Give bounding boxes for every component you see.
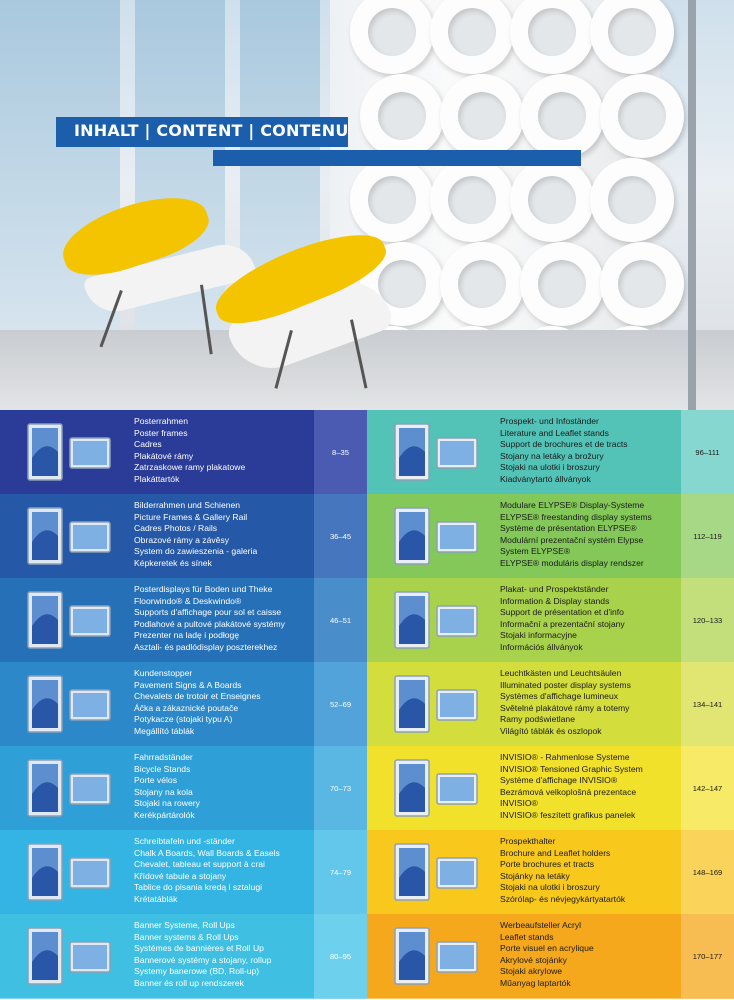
section-title-line: Stojaki informacyjne (500, 630, 577, 641)
section-title-line: Stojaki na ulotki i broszury (500, 882, 600, 893)
wall-ring-decoration (520, 242, 604, 326)
section-title-line: INVISIO® Tensioned Graphic System (500, 763, 643, 774)
section-title-line: Chevalet, tableau et support à crai (134, 859, 265, 870)
section-title-line: Poster frames (134, 427, 188, 438)
invisio-system-icon (385, 754, 485, 822)
section-title-line: Literature and Leaflet stands (500, 427, 609, 438)
banner-icon (18, 922, 118, 990)
elypse-display-icon (385, 502, 485, 570)
wall-ring-decoration (440, 74, 524, 158)
section-title-line: Support de présentation et d'info (500, 607, 624, 618)
section-title-line: Képkeretek és sínek (134, 557, 212, 568)
illuminated-display-icon (385, 670, 485, 738)
section-title-line: INVISIO® - Rahmenlose Systeme (500, 752, 630, 762)
page-range: 170–177 (681, 914, 734, 998)
page-range: 8–35 (314, 410, 367, 494)
section-title-line: Světelné plakátové rámy a totemy (500, 702, 630, 713)
section-title-line: Stojany na kola (134, 786, 193, 797)
page-range: 80–95 (314, 914, 367, 998)
section-title-line: Kiadványtartó állványok (500, 473, 591, 484)
section-titles (500, 752, 643, 822)
section-title-line: Information & Display stands (500, 595, 610, 606)
page-range: 120–133 (681, 578, 734, 662)
section-title-line: Potykacze (stojaki typu A) (134, 714, 233, 725)
section-title-line: Informační a prezentační stojany (500, 618, 625, 629)
section-title-line: Křídové tabule a stojany (134, 870, 227, 881)
wall-ring-decoration (600, 242, 684, 326)
section-title-line: Banner systems & Roll Ups (134, 931, 239, 942)
section-title-line: Fahrradständer (134, 752, 193, 762)
section-titles (500, 584, 625, 654)
wall-ring-decoration (360, 74, 444, 158)
section-title-line: Modulare ELYPSE® Display-Systeme (500, 500, 645, 510)
section-title-line: Schreibtafeln und -ständer (134, 836, 235, 846)
section-titles (134, 584, 285, 654)
poster-frames-icon (18, 418, 118, 486)
content-section[interactable] (367, 830, 734, 915)
section-title-line: Zatrzaskowe ramy plakatowe (134, 462, 246, 473)
section-title-line: Bannerové systémy a stojany, rollup (134, 954, 272, 965)
floor-display-icon (18, 586, 118, 654)
section-titles (134, 416, 245, 486)
section-title-line: Cadres (134, 439, 162, 450)
hero-photo (0, 0, 734, 410)
section-title-line: Systémes de bannières et Roll Up (134, 943, 264, 954)
section-titles (134, 836, 280, 906)
section-titles (500, 500, 652, 570)
section-title-line: Werbeaufsteller Acryl (500, 920, 582, 930)
page-range: 36–45 (314, 494, 367, 578)
section-title-line: Krétatáblák (134, 893, 178, 904)
page-range: 74–79 (314, 830, 367, 914)
section-title-line: Bicycle Stands (134, 763, 191, 774)
pavement-sign-icon (18, 670, 118, 738)
section-title-line: Cadres Photos / Rails (134, 523, 218, 534)
wall-ring-decoration (600, 74, 684, 158)
page-range: 52–69 (314, 662, 367, 746)
section-title-line: Leuchtkästen und Leuchtsäulen (500, 668, 622, 678)
page-title: INHALT | CONTENT | CONTENU (74, 121, 349, 140)
wall-ring-decoration (510, 158, 594, 242)
page-range: 134–141 (681, 662, 734, 746)
section-titles (134, 500, 257, 570)
wall-ring-decoration (350, 0, 434, 74)
section-title-line: Bezrámová velkoplošná prezentace (500, 786, 637, 797)
section-title-line: Stojaki akrylowe (500, 966, 563, 977)
section-title-line: Kundenstopper (134, 668, 193, 678)
section-title-line: ELYPSE® freestanding display systems (500, 511, 652, 522)
content-section[interactable] (0, 662, 367, 747)
section-title-line: System ELYPSE® (500, 546, 571, 557)
section-title-line: Plakátové rámy (134, 450, 194, 461)
section-title-line: System do zawieszenia - galeria (134, 546, 258, 557)
section-title-line: Chalk A Boards, Wall Boards & Easels (134, 847, 280, 858)
section-title-line: Système de présentation ELYPSE® (500, 523, 637, 534)
section-title-line: Kerékpártárolók (134, 809, 195, 820)
section-title-line: Prezenter na ladę i podłogę (134, 630, 240, 641)
content-section[interactable] (0, 494, 367, 579)
section-title-line: Plakat- und Prospektständer (500, 584, 609, 594)
section-title-line: Supports d'affichage pour sol et caisse (134, 607, 282, 618)
section-title-line: Tablice do pisania kredą i sztalugi (134, 882, 263, 893)
wall-ring-decoration (510, 0, 594, 74)
section-title-line: Stojany na letáky a brožury (500, 450, 604, 461)
section-title-line: Szórólap- és névjegykártyatartók (500, 893, 626, 904)
section-title-line: Leaflet stands (500, 931, 554, 942)
wall-ring-decoration (430, 158, 514, 242)
section-title-line: Obrazové rámy a závěsy (134, 534, 230, 545)
wall-ring-decoration (590, 158, 674, 242)
section-title-line: Systèmes d'affichage lumineux (500, 691, 619, 702)
wall-ring-decoration (350, 158, 434, 242)
information-stand-icon (385, 586, 485, 654)
wall-ring-decoration (520, 74, 604, 158)
title-accent-bar (213, 150, 581, 166)
section-title-line: Információs állványok (500, 641, 583, 652)
chalk-board-icon (18, 838, 118, 906)
content-section[interactable] (0, 410, 367, 495)
brochure-holder-icon (385, 838, 485, 906)
content-section[interactable] (367, 746, 734, 831)
section-title-line: Prospekt- und Infoständer (500, 416, 599, 426)
wall-ring-decoration (590, 0, 674, 74)
section-titles (134, 920, 271, 990)
section-title-line: Banner Systeme, Roll Ups (134, 920, 235, 930)
section-title-line: Világító táblák és oszlopok (500, 725, 602, 736)
section-title-line: Pavement Signs & A Boards (134, 679, 242, 690)
section-title-line: Stojánky na letáky (500, 870, 570, 881)
contents-grid (0, 410, 734, 1000)
section-title-line: Support de brochures et de tracts (500, 439, 628, 450)
section-title-line: INVISIO® feszített grafikus panelek (500, 809, 636, 820)
section-title-line: Prospekthalter (500, 836, 556, 846)
section-title-line: Plakáttartók (134, 473, 180, 484)
content-section[interactable] (367, 494, 734, 579)
page-range: 148–169 (681, 830, 734, 914)
wall-ring-decoration (440, 242, 524, 326)
content-section[interactable] (367, 662, 734, 747)
section-title-line: Floorwindo® & Deskwindo® (134, 595, 242, 606)
section-titles (500, 920, 594, 990)
content-section[interactable] (0, 746, 367, 831)
page-range: 96–111 (681, 410, 734, 494)
content-section[interactable] (0, 914, 367, 999)
content-section[interactable] (367, 578, 734, 663)
section-title-line: Porte visuel en acrylique (500, 943, 594, 954)
section-titles (500, 668, 631, 738)
section-title-line: Bilderrahmen und Schienen (134, 500, 241, 510)
section-titles (500, 836, 625, 906)
section-title-line: INVISIO® (500, 798, 538, 809)
content-section[interactable] (0, 578, 367, 663)
section-title-line: Stojaki na rowery (134, 798, 200, 809)
section-title-line: Picture Frames & Gallery Rail (134, 511, 248, 522)
section-title-line: Systemy banerowe (BD, Roll-up) (134, 966, 260, 977)
section-title-line: Áčka a zákaznické poutače (134, 702, 239, 713)
bicycle-stand-icon (18, 754, 118, 822)
section-title-line: Stojaki na ulotki i broszury (500, 462, 600, 473)
content-section[interactable] (0, 830, 367, 915)
section-title-line: Chevalets de trotoir et Enseignes (134, 691, 261, 702)
content-section[interactable] (367, 410, 734, 495)
page-range: 142–147 (681, 746, 734, 830)
page-range: 70–73 (314, 746, 367, 830)
page-range: 46–51 (314, 578, 367, 662)
section-title-line: Ramy podświetlane (500, 714, 575, 725)
section-title-line: Illuminated poster display systems (500, 679, 631, 690)
section-title-line: Műanyag laptartók (500, 977, 571, 988)
section-title-line: Modulární prezentační systém Elypse (500, 534, 644, 545)
section-title-line: Porte brochures et tracts (500, 859, 595, 870)
section-title-line: Système d'affichage INVISIO® (500, 775, 618, 786)
content-section[interactable] (367, 914, 734, 999)
section-title-line: Akrylové stojánky (500, 954, 567, 965)
wall-ring-decoration (430, 0, 514, 74)
section-title-line: Brochure and Leaflet holders (500, 847, 611, 858)
page-range: 112–119 (681, 494, 734, 578)
section-title-line: Asztali- és padlódisplay poszterekhez (134, 641, 278, 652)
section-title-line: ELYPSE® moduláris display rendszer (500, 557, 644, 568)
section-title-line: Posterdisplays für Boden und Theke (134, 584, 273, 594)
section-titles (134, 752, 200, 822)
section-titles (500, 416, 628, 486)
section-title-line: Banner és roll up rendszerek (134, 977, 244, 988)
section-title-line: Porte vélos (134, 775, 177, 786)
section-title-line: Podlahové a pultové plakátové systémy (134, 618, 285, 629)
section-titles (134, 668, 261, 738)
section-title-line: Posterrahmen (134, 416, 188, 426)
leaflet-stand-icon (385, 418, 485, 486)
acrylic-stand-icon (385, 922, 485, 990)
section-title-line: Megállító táblák (134, 725, 195, 736)
picture-frame-icon (18, 502, 118, 570)
